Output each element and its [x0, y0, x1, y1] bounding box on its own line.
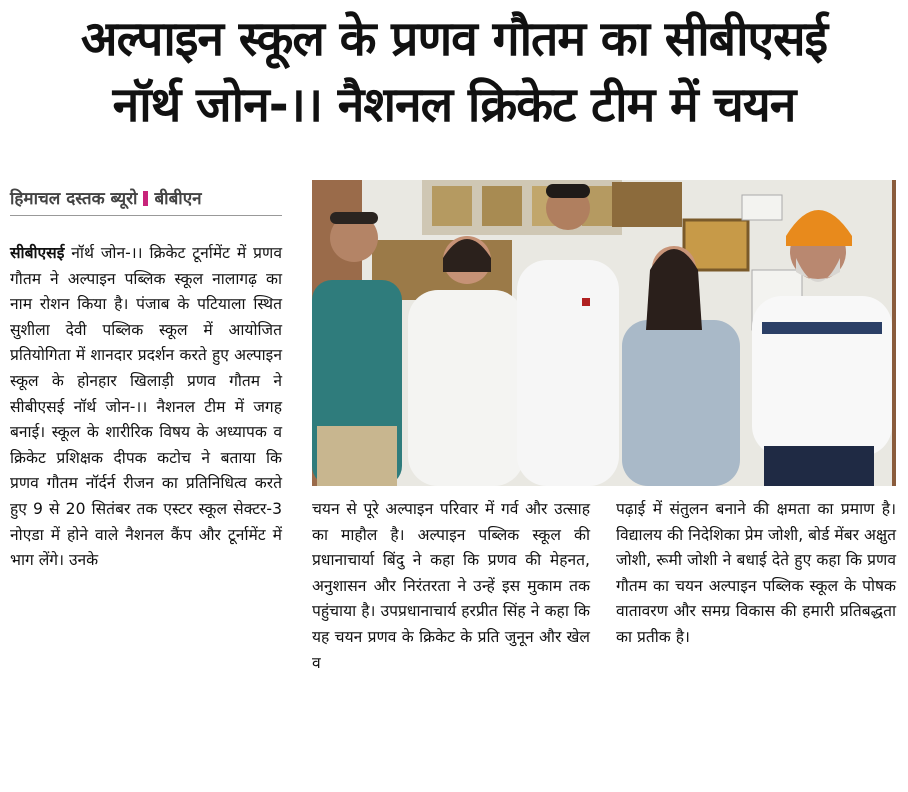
article-lead-word: सीबीएसई: [10, 244, 65, 262]
headline: [8, 6, 900, 138]
byline-separator: [143, 191, 148, 206]
byline-source: हिमाचल दस्तक ब्यूरो: [10, 189, 138, 209]
article-photo: [312, 180, 896, 486]
article-column-2-text: चयन से पूरे अल्पाइन परिवार में गर्व और उत्साह का माहौल है। अल्पाइन पब्लिक स्कूल की प्रधानाचार्या बिंदु ने कहा कि प्रणव की मेहनत, अनुशासन और निरंतरता ने उन्हें इस मुकाम तक पहुंचाया है। उपप्रधानाचार्य हरप्रीत सिंह ने कहा कि यह चयन प्रणव के क्रिकेट के प्रति जुनून और खेल व: [312, 500, 590, 672]
article-column-2: [312, 497, 590, 676]
headline-line-1: अल्पाइन स्कूल के प्रणव गौतम का सीबीएसई: [80, 11, 828, 67]
group-photo-illustration: [312, 180, 896, 486]
headline-line-2: नॉर्थ जोन-।। नैशनल क्रिकेट टीम में चयन: [112, 77, 796, 133]
byline: [10, 186, 282, 216]
article-column-1-text: नॉर्थ जोन-।। क्रिकेट टूर्नामेंट में प्रणव गौतम ने अल्पाइन पब्लिक स्कूल नालागढ़ का नाम रोशन किया है। पंजाब के पटियाला स्थित सुशीला देवी पब्लिक स्कूल में आयोजित प्रतियोगिता में शानदार प्रदर्शन करते हुए अल्पाइन स्कूल के होनहार खिलाड़ी प्रणव गौतम ने सीबीएसई नॉर्थ जोन-।। नैशनल टीम में जगह बनाई। स्कूल के शारीरिक विषय के अध्यापक व क्रिकेट प्रशिक्षक दीपक कटोच ने बताया कि प्रणव गौतम नॉर्दर्न रीजन का प्रतिनिधित्व करते हुए 9 से 20 सितंबर तक एस्टर स्कूल सेक्टर-3 नोएडा में होने वाले नैशनल कैंप और टूर्नामेंट में भाग लेंगे। उनके: [10, 244, 282, 570]
article-column-3: [616, 497, 896, 651]
article-column-3-text: पढ़ाई में संतुलन बनाने की क्षमता का प्रमाण है। विद्यालय की निदेशिका प्रेम जोशी, बोर्ड मेंबर अक्षुत जोशी, रूमी जोशी ने बधाई देते हुए कहा कि प्रणव गौतम का चयन अल्पाइन पब्लिक स्कूल के पोषक वातावरण और समग्र विकास की हमारी प्रतिबद्धता का प्रतीक है।: [616, 500, 896, 646]
byline-location: बीबीएन: [154, 189, 202, 209]
article-column-1: [10, 241, 282, 574]
